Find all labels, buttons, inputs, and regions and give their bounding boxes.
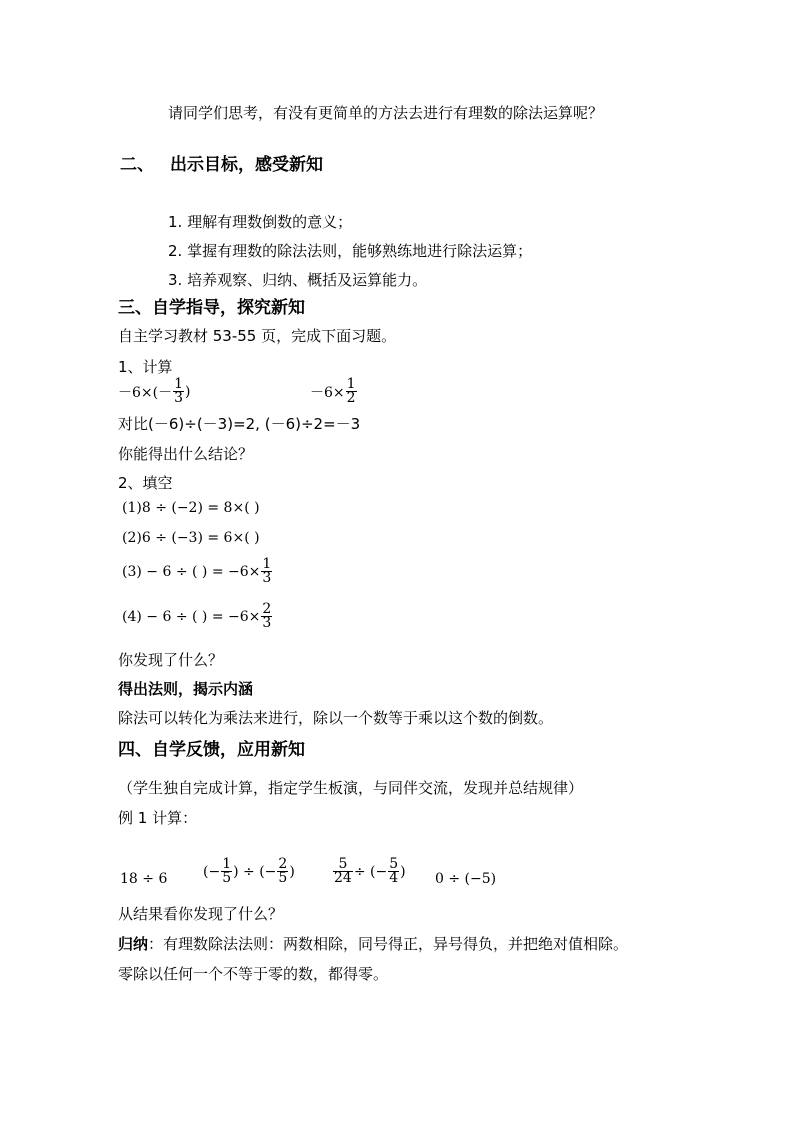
fraction-numerator: 2: [262, 601, 272, 617]
fraction: [221, 858, 232, 885]
fraction: [261, 603, 272, 630]
fill4-lead: (4) − 6 ÷ ( ) = −6×: [122, 608, 261, 625]
calc1-tail: ): [185, 383, 191, 400]
section3-instruction: 自主学习教材 53-55 页，完成下面习题。: [118, 327, 397, 345]
compare-text: 对比(－6)÷(－3)=2, (－6)÷2=－3: [118, 415, 361, 433]
fraction-denominator: 3: [262, 570, 272, 586]
section2-title: 出示目标，感受新知: [170, 155, 323, 175]
ex2-mid: ) ÷ (−: [233, 863, 277, 880]
fraction-denominator: 5: [278, 870, 288, 886]
fraction-numerator: 5: [389, 856, 399, 872]
goal-item: 3. 培养观察、归纳、概括及运算能力。: [168, 271, 428, 289]
rule-text: 除法可以转化为乘法来进行，除以一个数等于乘以这个数的倒数。: [118, 709, 554, 727]
fraction: [261, 558, 272, 585]
fraction-denominator: 3: [174, 390, 184, 406]
calc-expression-1: [118, 378, 191, 405]
summary-line: [118, 934, 628, 954]
fraction: [346, 378, 357, 405]
fraction-numerator: 2: [278, 856, 288, 872]
section4-title: 四、自学反馈，应用新知: [118, 740, 305, 760]
q1-label: 1、计算: [118, 358, 173, 376]
fraction-numerator: 5: [338, 856, 348, 872]
fill-blank-4: [122, 603, 273, 630]
fraction-numerator: 1: [262, 556, 272, 572]
fill-blank-2: (2)6 ÷ (−3) = 6×( ): [122, 530, 260, 546]
example-expression-2: [203, 858, 295, 885]
zero-rule-text: 零除以任何一个不等于零的数，都得零。: [118, 965, 389, 983]
fraction-numerator: 1: [346, 376, 356, 392]
ex3-mid: ÷ (−: [353, 863, 388, 880]
fraction-numerator: 1: [222, 856, 232, 872]
example-expression-3: [332, 858, 406, 885]
fill-blank-3: [122, 558, 273, 585]
section2-number: 二、: [120, 155, 154, 175]
fill3-lead: (3) − 6 ÷ ( ) = −6×: [122, 563, 261, 580]
fraction: [173, 378, 184, 405]
section4-question: 从结果看你发现了什么？: [118, 905, 284, 923]
section4-note: （学生独自完成计算，指定学生板演，与同伴交流，发现并总结规律）: [118, 779, 584, 797]
fraction-denominator: 5: [222, 870, 232, 886]
rule-title: 得出法则，揭示内涵: [118, 680, 254, 698]
q1-question: 你能得出什么结论？: [118, 445, 254, 463]
example-expression-1: 18 ÷ 6: [120, 871, 168, 887]
fraction-numerator: 1: [174, 376, 184, 392]
example-label: 例 1 计算：: [118, 809, 198, 827]
fraction: [388, 858, 399, 885]
fraction: [333, 858, 353, 885]
fraction-denominator: 2: [346, 390, 356, 406]
calc-expression-2: [310, 378, 358, 405]
ex2-tail: ): [289, 863, 295, 880]
goal-item: 2. 掌握有理数的除法法则，能够熟练地进行除法运算；: [168, 242, 533, 260]
goal-item: 1. 理解有理数倒数的意义；: [168, 213, 353, 231]
example-expression-4: 0 ÷ (−5): [435, 871, 497, 887]
section3-title: 三、自学指导，探究新知: [118, 298, 305, 318]
calc1-lead: －6×(－: [118, 384, 173, 401]
q2-question: 你发现了什么？: [118, 651, 224, 669]
calc2-lead: －6×: [310, 384, 345, 401]
ex3-tail: ): [400, 863, 406, 880]
fraction-denominator: 4: [389, 870, 399, 886]
summary-text: ：有理数除法法则：两数相除，同号得正，异号得负，并把绝对值相除。: [148, 935, 629, 953]
summary-label: 归纳: [118, 935, 149, 953]
fill-blank-1: (1)8 ÷ (−2) = 8×( ): [122, 500, 260, 516]
fraction-denominator: 3: [262, 615, 272, 631]
ex2-lead: (−: [203, 863, 221, 880]
fraction: [277, 858, 288, 885]
intro-text: 请同学们思考，有没有更简单的方法去进行有理数的除法运算呢？: [168, 104, 604, 122]
q2-label: 2、填空: [118, 474, 173, 492]
fraction-denominator: 24: [334, 870, 352, 886]
